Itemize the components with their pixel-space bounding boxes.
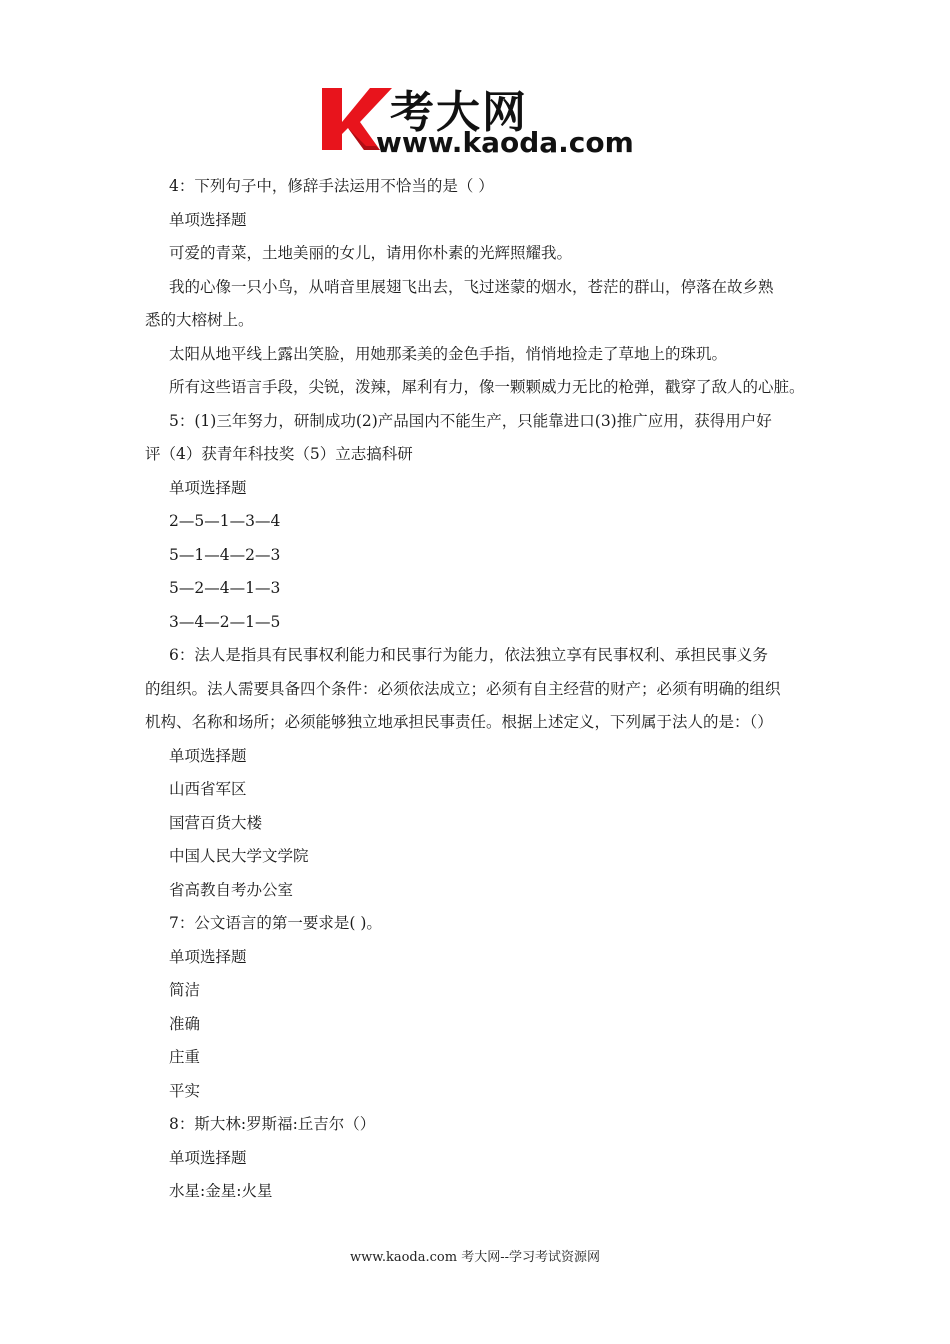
text-line: 单项选择题 xyxy=(169,746,247,765)
document-body xyxy=(145,170,810,1209)
text-line: 5：(1)三年努力，研制成功(2)产品国内不能生产，只能靠进口(3)推广应用，获得用户好 xyxy=(169,411,772,430)
text-line: 太阳从地平线上露出笑脸，用她那柔美的金色手指，悄悄地捡走了草地上的珠玑。 xyxy=(169,344,728,363)
text-line: 机构、名称和场所；必须能够独立地承担民事责任。根据上述定义，下列属于法人的是：（） xyxy=(145,713,773,731)
text-line: 5—1—4—2—3 xyxy=(169,545,281,564)
text-line: 3—4—2—1—5 xyxy=(169,612,281,631)
text-line: 我的心像一只小鸟，从哨音里展翅飞出去，飞过迷蒙的烟水，苍茫的群山，停落在故乡熟 xyxy=(169,277,774,296)
text-line: 悉的大榕树上。 xyxy=(145,311,254,329)
text-line: 山西省军区 xyxy=(169,780,247,798)
text-line: 单项选择题 xyxy=(169,947,247,966)
text-line: 简洁 xyxy=(169,981,201,999)
text-line: 6：法人是指具有民事权利能力和民事行为能力，依法独立享有民事权利、承担民事义务 xyxy=(169,646,768,664)
kaoda-logo xyxy=(318,82,638,160)
text-line: 平实 xyxy=(169,1081,201,1100)
text-line: 可爱的青菜，土地美丽的女儿，请用你朴素的光辉照耀我。 xyxy=(169,244,573,262)
text-line: 中国人民大学文学院 xyxy=(169,847,309,865)
text-line: 省高教自考办公室 xyxy=(169,880,294,899)
text-line: 单项选择题 xyxy=(169,478,247,497)
text-line: 准确 xyxy=(169,1014,201,1033)
text-line: 所有这些语言手段，尖锐，泼辣，犀利有力，像一颗颗威力无比的枪弹，戳穿了敌人的心脏。 xyxy=(169,378,805,396)
text-line: 单项选择题 xyxy=(169,210,247,229)
text-line: 国营百货大楼 xyxy=(169,813,263,832)
text-line: 4：下列句子中，修辞手法运用不恰当的是（ ） xyxy=(169,177,494,195)
text-line: 庄重 xyxy=(169,1048,201,1066)
text-line: 2—5—1—3—4 xyxy=(169,512,281,530)
text-line: 的组织。法人需要具备四个条件：必须依法成立；必须有自主经营的财产；必须有明确的组织 xyxy=(145,679,781,698)
text-line: 8：斯大林:罗斯福:丘吉尔（） xyxy=(169,1115,376,1133)
text-line: 7：公文语言的第一要求是( )。 xyxy=(169,914,382,932)
text-line: 单项选择题 xyxy=(169,1148,247,1167)
logo-url: www.kaoda.com xyxy=(376,126,634,159)
text-line: 5—2—4—1—3 xyxy=(169,579,281,597)
page-footer: www.kaoda.com 考大网--学习考试资源网 xyxy=(350,1250,600,1265)
text-line: 评（4）获青年科技奖（5）立志搞科研 xyxy=(145,445,413,463)
logo-title: 考大网 xyxy=(390,87,528,138)
text-line: 水星:金星:火星 xyxy=(169,1182,273,1200)
